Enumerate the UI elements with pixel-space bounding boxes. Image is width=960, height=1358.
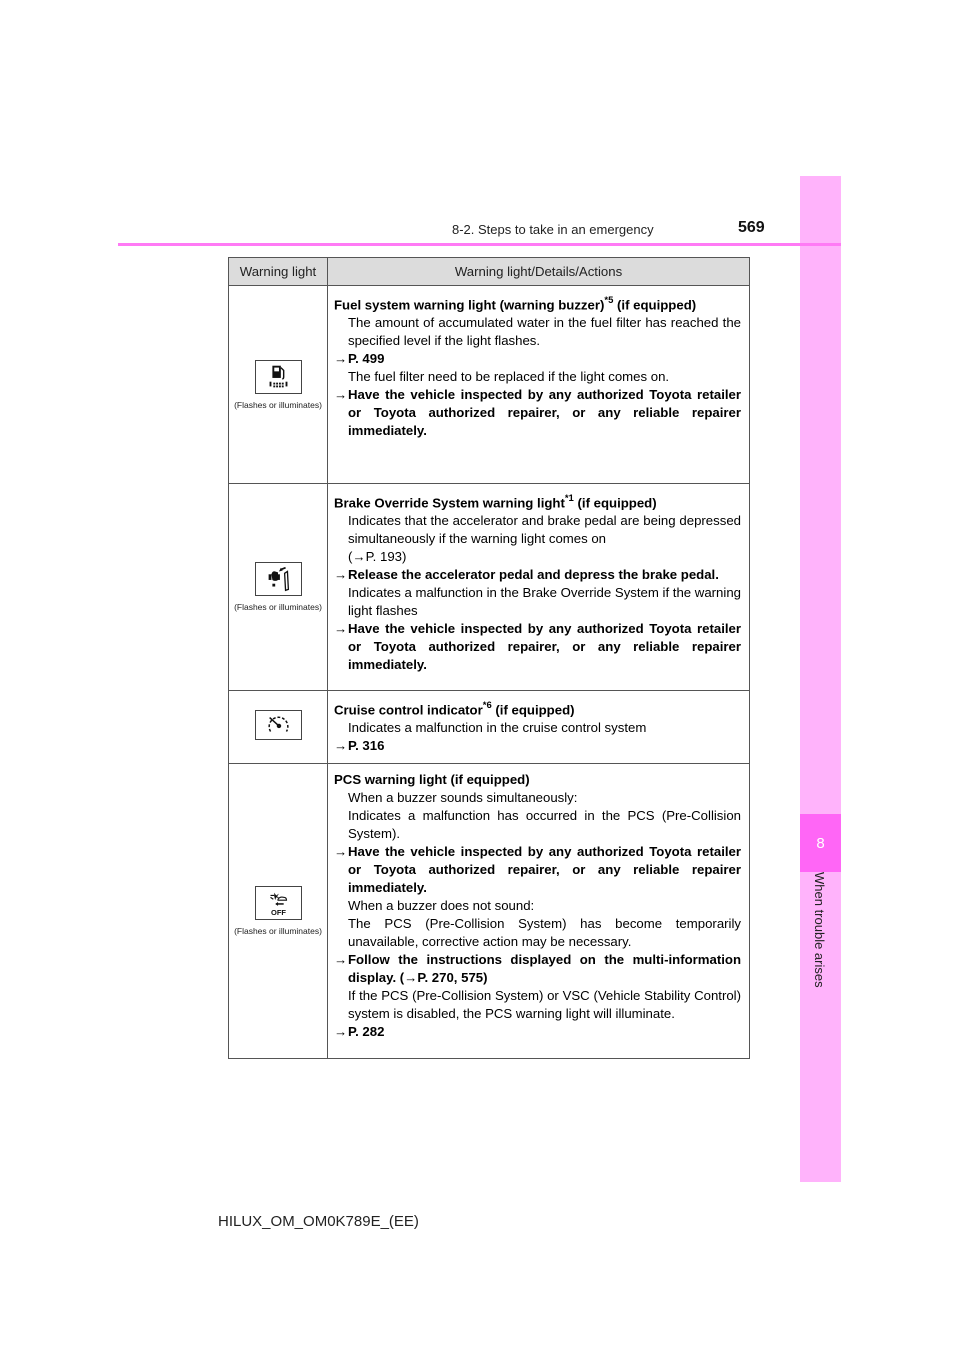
action-text: →Have the vehicle inspected by any authorized Toyota retailer or Toyota authorized repairer, or any reliable repairer immediately. bbox=[334, 844, 741, 896]
action-text: →Release the accelerator pedal and depress the brake pedal. bbox=[334, 567, 719, 583]
icon-cell bbox=[229, 286, 328, 484]
page-reference-link[interactable]: →P. 282 bbox=[334, 1024, 385, 1040]
column-header-details: Warning light/Details/Actions bbox=[328, 258, 750, 286]
detail-text: The amount of accumulated water in the fuel filter has reached the specified level if the light flashes. bbox=[348, 315, 741, 349]
icon-caption: (Flashes or illuminates) bbox=[234, 926, 322, 937]
action-text: →Have the vehicle inspected by any authorized Toyota retailer or Toyota authorized repairer, or any reliable repairer immediately. bbox=[334, 387, 741, 439]
arrow-icon: → bbox=[334, 621, 348, 637]
row-title: PCS warning light (if equipped) bbox=[334, 772, 530, 788]
arrow-icon: → bbox=[334, 738, 348, 754]
pcs-warning-icon bbox=[255, 886, 302, 920]
row-title: Brake Override System warning light$^{*1}$ (if equipped) bbox=[334, 493, 657, 511]
details-cell bbox=[328, 691, 750, 764]
details-cell bbox=[328, 286, 750, 484]
detail-text: Indicates a malfunction in the cruise control system bbox=[348, 720, 647, 736]
table-row bbox=[229, 691, 750, 764]
detail-text: The PCS (Pre-Collision System) has become temporarily unavailable, corrective action may be necessary. bbox=[348, 916, 741, 950]
brake-override-warning-icon bbox=[255, 562, 302, 596]
svg-text:OFF: OFF bbox=[270, 908, 286, 918]
action-text[interactable]: →Follow the instructions displayed on the multi-information display. (→P. 270, 575) bbox=[334, 952, 741, 986]
cruise-control-indicator-icon bbox=[255, 710, 302, 740]
fuel-system-warning-icon bbox=[255, 360, 302, 394]
arrow-icon: → bbox=[334, 1024, 348, 1040]
details-cell bbox=[328, 764, 750, 1059]
icon-caption: (Flashes or illuminates) bbox=[234, 602, 322, 612]
table-row bbox=[229, 484, 750, 691]
detail-text: When a buzzer does not sound: bbox=[348, 898, 535, 914]
icon-caption: (Flashes or illuminates) bbox=[234, 399, 322, 410]
arrow-icon: → bbox=[334, 952, 348, 968]
detail-text: Indicates a malfunction in the Brake Override System if the warning light flashes bbox=[348, 585, 741, 619]
row-title: Fuel system warning light (warning buzzer)$^{*5}$ (if equipped) bbox=[334, 295, 697, 313]
table-row bbox=[229, 764, 750, 1059]
page-number: 569 bbox=[738, 219, 765, 236]
header-divider bbox=[118, 243, 841, 246]
icon-cell bbox=[229, 764, 328, 1059]
column-header-warning-light: Warning light bbox=[229, 258, 328, 286]
page-reference-link[interactable]: (→P. 193) bbox=[348, 549, 407, 565]
page-reference-link[interactable]: →P. 316 bbox=[334, 738, 385, 754]
detail-text: If the PCS (Pre-Collision System) or VSC (Vehicle Stability Control) system is disabled, the PCS warning light will illuminate. bbox=[348, 988, 741, 1022]
section-title: 8-2. Steps to take in an emergency bbox=[452, 222, 654, 237]
detail-text: The fuel filter need to be replaced if the light comes on. bbox=[348, 369, 670, 385]
chapter-side-tab bbox=[800, 176, 841, 1182]
detail-text: Indicates a malfunction has occurred in the PCS (Pre-Collision System). bbox=[348, 808, 741, 842]
chapter-number-tab[interactable] bbox=[800, 814, 841, 872]
chapter-number: 8 bbox=[816, 834, 825, 852]
table-row bbox=[229, 286, 750, 484]
chapter-label: When trouble arises bbox=[812, 872, 827, 988]
document-code: HILUX_OM_OM0K789E_(EE) bbox=[218, 1213, 419, 1230]
chapter-label-tab bbox=[800, 872, 841, 1012]
table-header-row bbox=[229, 258, 750, 286]
warning-light-table bbox=[228, 257, 750, 1059]
action-text: →Have the vehicle inspected by any authorized Toyota retailer or Toyota authorized repairer, or any reliable repairer immediately. bbox=[334, 621, 741, 673]
arrow-icon: → bbox=[334, 844, 348, 860]
page-reference-link[interactable]: →P. 499 bbox=[334, 351, 385, 367]
icon-cell bbox=[229, 691, 328, 764]
arrow-icon: → bbox=[334, 567, 348, 583]
details-cell bbox=[328, 484, 750, 691]
row-title: Cruise control indicator$^{*6}$ (if equipped) bbox=[334, 700, 575, 718]
detail-text: Indicates that the accelerator and brake pedal are being depressed simultaneously if the warning light comes on bbox=[348, 513, 741, 547]
detail-text: When a buzzer sounds simultaneously: bbox=[348, 790, 578, 806]
icon-cell bbox=[229, 484, 328, 691]
arrow-icon: → bbox=[334, 387, 348, 403]
arrow-icon: → bbox=[334, 351, 348, 367]
